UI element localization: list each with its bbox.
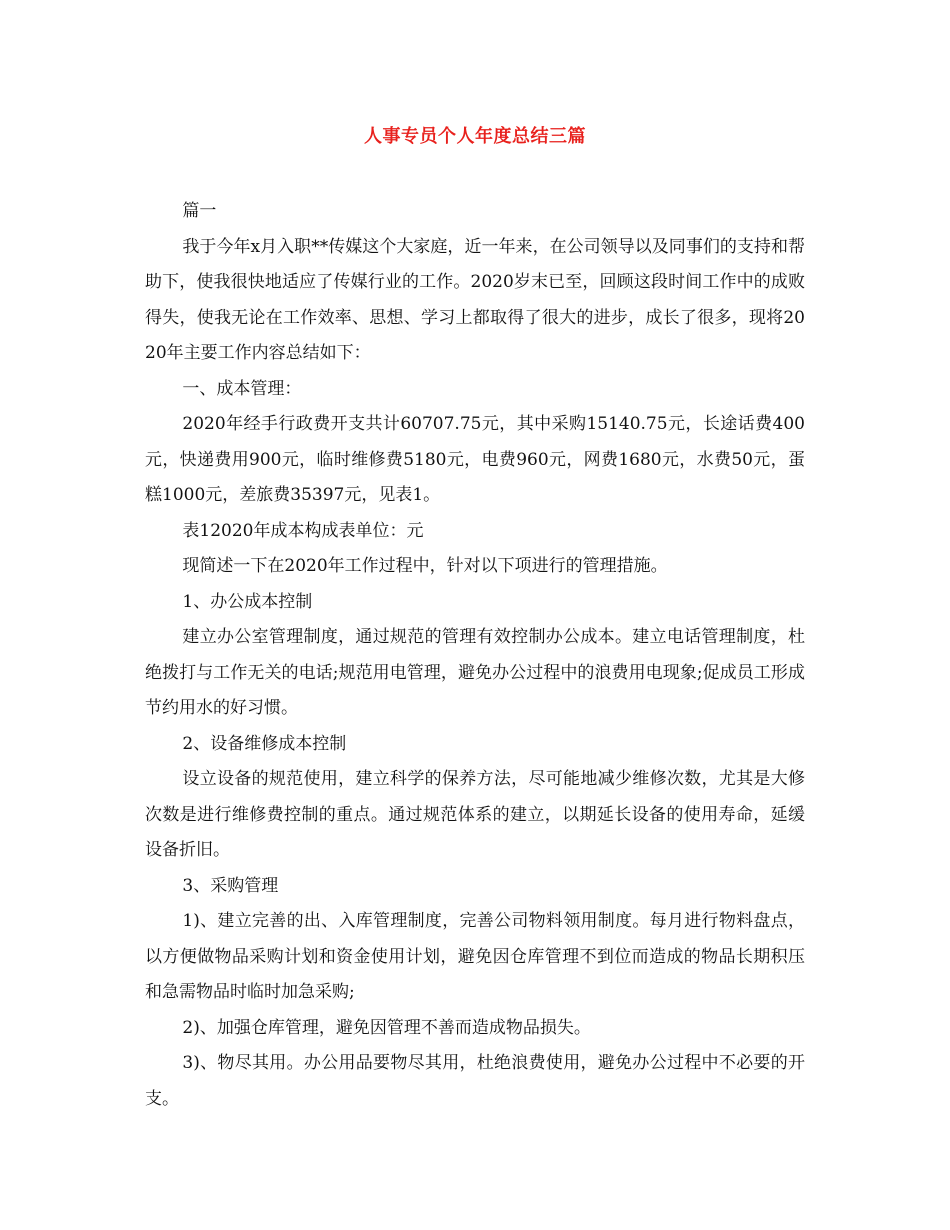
paragraph-purchasing-3: 3)、物尽其用。办公用品要物尽其用，杜绝浪费使用，避免办公过程中不必要的开支。 xyxy=(145,1053,805,1109)
paragraph-expenses: 2020年经手行政费开支共计60707.75元，其中采购15140.75元，长途话费400元，快递费用900元，临时维修费5180元，电费960元，网费1680元，水费50元，蛋糕1000元，差旅费35397元，见表1。 xyxy=(145,414,805,505)
subheading-office-cost: 1、办公成本控制 xyxy=(182,591,313,612)
subheading-equipment-cost: 2、设备维修成本控制 xyxy=(182,733,347,754)
document-body xyxy=(145,194,805,1117)
paragraph-measures-intro: 现简述一下在2020年工作过程中，针对以下项进行的管理措施。 xyxy=(182,556,668,576)
paragraph-purchasing-1: 1)、建立完善的出、入库管理制度，完善公司物料领用制度。每月进行物料盘点，以方便做物品采购计划和资金使用计划，避免因仓库管理不到位而造成的物品长期积压和急需物品时临时加急采购; xyxy=(145,911,805,1002)
subheading-purchasing: 3、采购管理 xyxy=(182,875,279,896)
paragraph-purchasing-2: 2)、加强仓库管理，避免因管理不善而造成物品损失。 xyxy=(182,1017,591,1038)
paragraph-office-cost: 建立办公室管理制度，通过规范的管理有效控制办公成本。建立电话管理制度，杜绝拨打与工作无关的电话;规范用电管理，避免办公过程中的浪费用电现象;促成员工形成节约用水的好习惯。 xyxy=(145,627,805,718)
table-caption: 表12020年成本构成表单位：元 xyxy=(182,520,424,541)
paragraph-equipment-cost: 设立设备的规范使用，建立科学的保养方法，尽可能地减少维修次数，尤其是大修次数是进行维修费控制的重点。通过规范体系的建立，以期延长设备的使用寿命，延缓设备折旧。 xyxy=(145,769,805,860)
section-heading-part-one: 篇一 xyxy=(182,201,217,221)
paragraph-intro: 我于今年x月入职**传媒这个大家庭，近一年来，在公司领导以及同事们的支持和帮助下，使我很快地适应了传媒行业的工作。2020岁末已至，回顾这段时间工作中的成败得失，使我无论在工作效率、思想、学习上都取得了很大的进步，成长了很多，现将2020年主要工作内容总结如下： xyxy=(145,236,805,363)
section-heading-cost-management: 一、成本管理： xyxy=(182,378,302,399)
document-title: 人事专员个人年度总结三篇 xyxy=(364,126,586,147)
